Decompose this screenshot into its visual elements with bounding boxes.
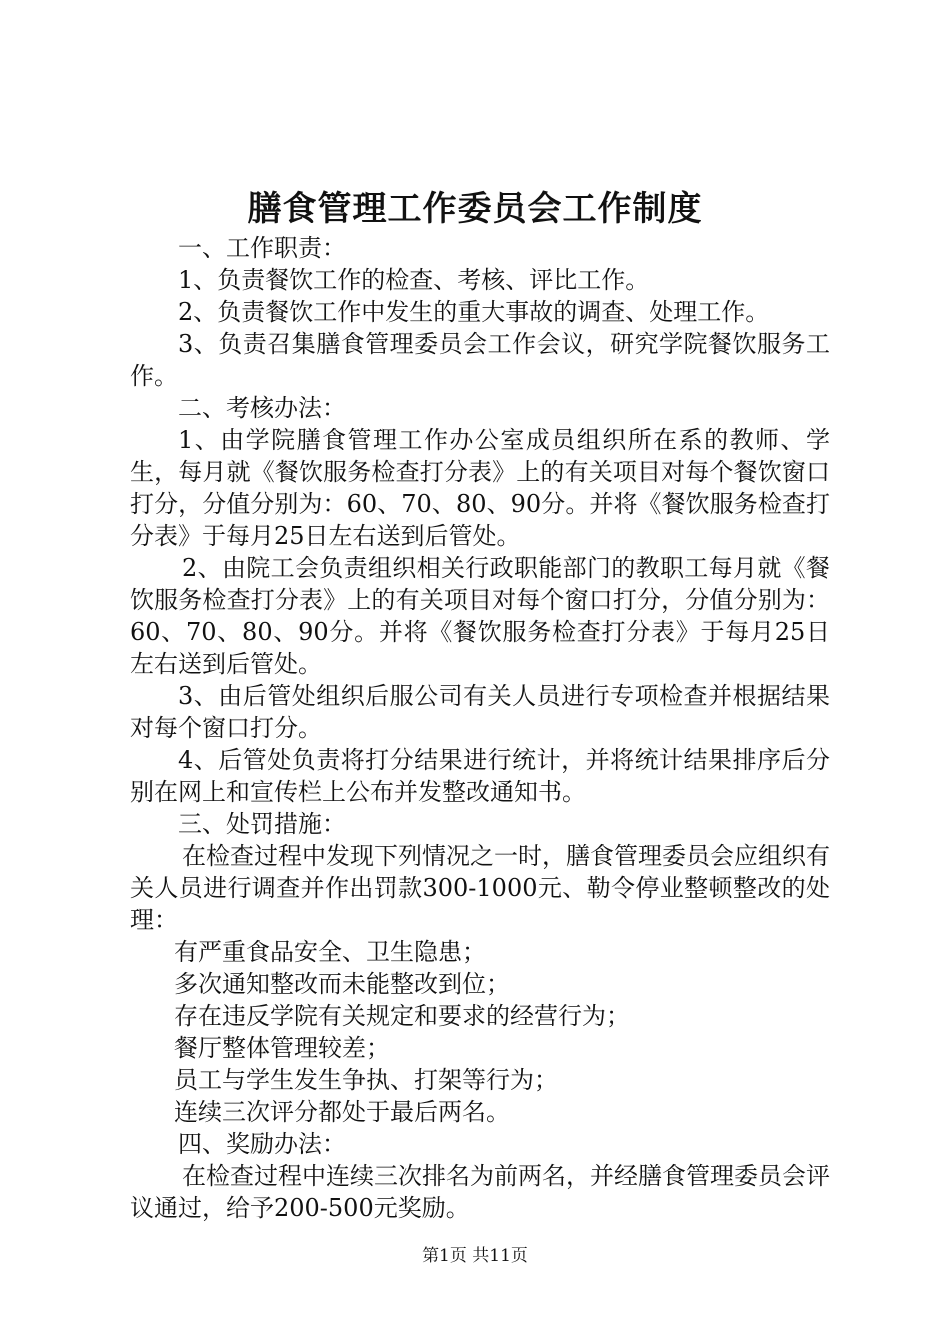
page-footer: 第1页 共11页	[422, 1246, 528, 1266]
paragraph: 在检查过程中发现下列情况之一时，膳食管理委员会应组织有关人员进行调查并作出罚款300-1000元、勒令停业整顿整改的处理：	[130, 842, 830, 934]
paragraph: 2、负责餐饮工作中发生的重大事故的调查、处理工作。	[178, 298, 770, 326]
section-heading: 二、考核办法：	[178, 394, 346, 422]
paragraph: 1、负责餐饮工作的检查、考核、评比工作。	[178, 266, 650, 294]
paragraph: 3、负责召集膳食管理委员会工作会议，研究学院餐饮服务工作。	[130, 330, 830, 390]
paragraph: 3、由后管处组织后服公司有关人员进行专项检查并根据结果对每个窗口打分。	[130, 682, 830, 742]
paragraph: 2、由院工会负责组织相关行政职能部门的教职工每月就《餐饮服务检查打分表》上的有关项目对每个窗口打分，分值分别为：60、70、80、90分。并将《餐饮服务检查打分表》于每月25日左右送到后管处。	[130, 554, 830, 678]
document-title: 膳食管理工作委员会工作制度	[247, 189, 703, 229]
section-heading: 一、工作职责：	[178, 234, 346, 262]
paragraph: 在检查过程中连续三次排名为前两名，并经膳食管理委员会评议通过，给予200-500元奖励。	[130, 1162, 830, 1222]
section-heading: 三、处罚措施：	[178, 810, 346, 838]
paragraph: 4、后管处负责将打分结果进行统计，并将统计结果排序后分别在网上和宣传栏上公布并发整改通知书。	[130, 746, 830, 806]
section-heading: 四、奖励办法：	[178, 1130, 346, 1158]
list-item: 连续三次评分都处于最后两名。	[174, 1098, 510, 1126]
list-item: 有严重食品安全、卫生隐患；	[174, 938, 486, 966]
list-item: 员工与学生发生争执、打架等行为；	[174, 1066, 558, 1094]
document-body	[130, 232, 830, 1224]
list-item: 餐厅整体管理较差；	[174, 1034, 390, 1062]
paragraph: 1、由学院膳食管理工作办公室成员组织所在系的教师、学生，每月就《餐饮服务检查打分表》上的有关项目对每个餐饮窗口打分，分值分别为：60、70、80、90分。并将《餐饮服务检查打分表》于每月25日左右送到后管处。	[130, 426, 830, 550]
list-item: 多次通知整改而未能整改到位；	[174, 970, 510, 998]
list-item: 存在违反学院有关规定和要求的经营行为；	[174, 1002, 630, 1030]
